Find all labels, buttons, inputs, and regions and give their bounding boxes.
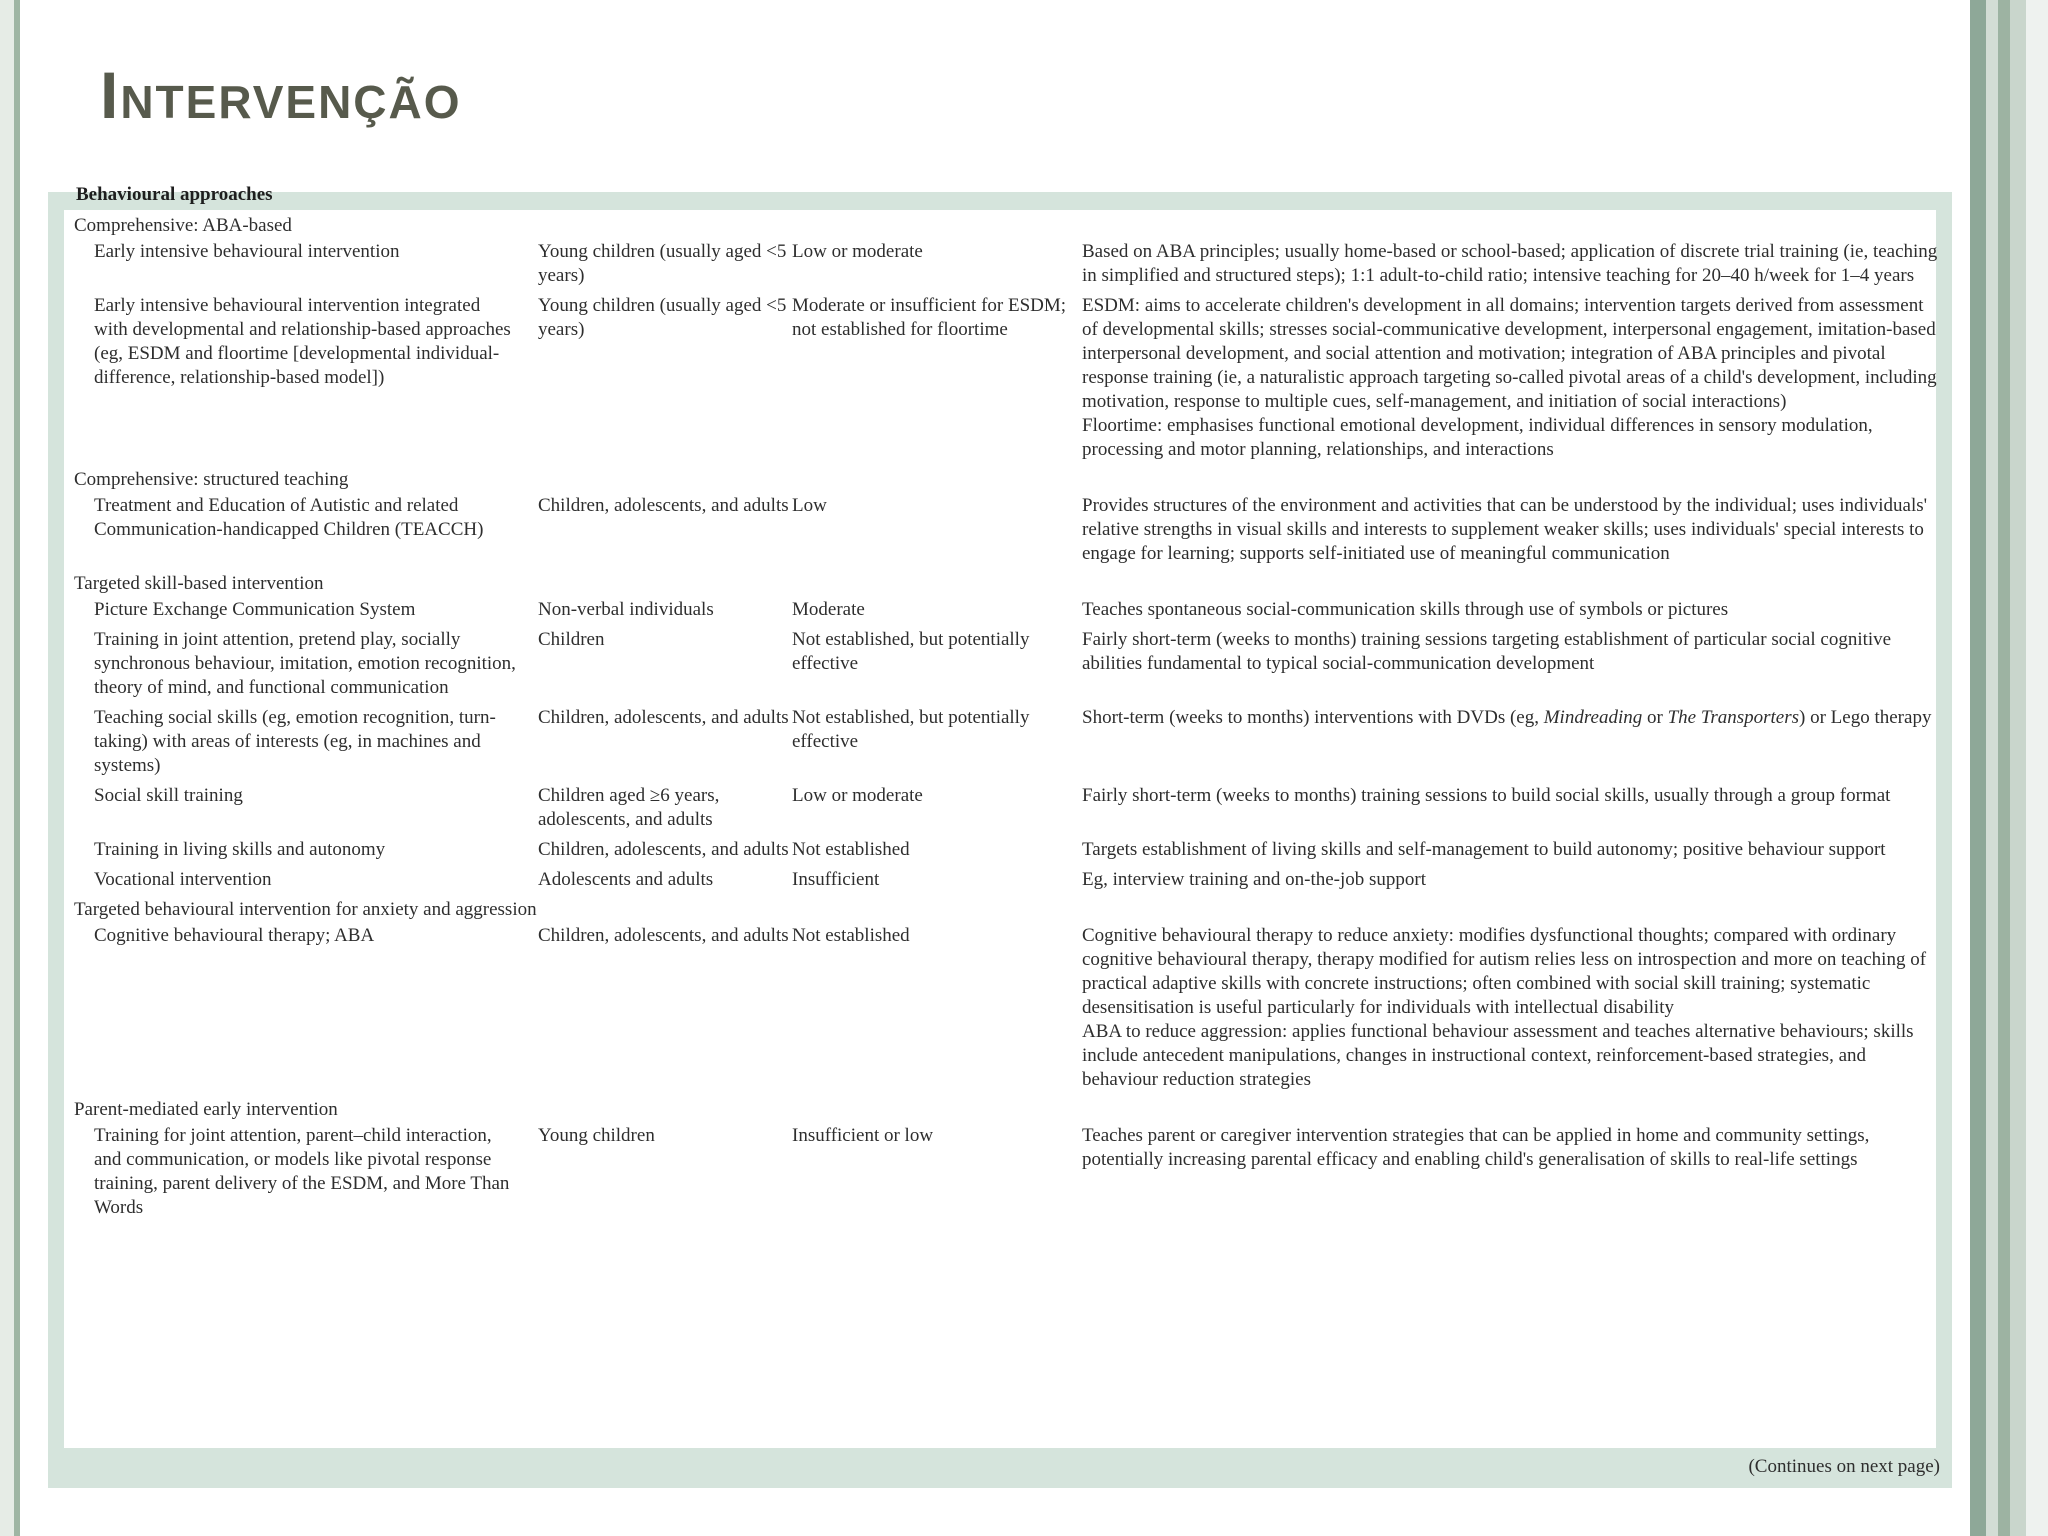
population-cell: Young children (usually aged <5 years) <box>538 295 787 340</box>
intervention-name: Vocational intervention <box>94 869 272 890</box>
population-cell: Children, adolescents, and adults <box>538 707 789 728</box>
table-row <box>64 240 1944 294</box>
table-row <box>64 294 1944 468</box>
interventions-table <box>64 214 1944 1226</box>
table-title: Behavioural approaches <box>76 184 273 205</box>
population-cell: Young children (usually aged <5 years) <box>538 241 787 286</box>
population-cell: Adolescents and adults <box>538 869 714 890</box>
intervention-name: Training in joint attention, pretend play, socially synchronous behaviour, imitation, emotion recognition, theory of mind, and functional communication <box>94 629 516 698</box>
population-cell: Children, adolescents, and adults <box>538 925 789 946</box>
description-paragraph: Cognitive behavioural therapy to reduce anxiety: modifies dysfunctional thoughts; compared with ordinary cognitive behavioural therapy, therapy modified for autism relies less on introspection and more on teaching of practical adaptive skills with concrete instructions; often combined with social skill training; systematic desensitisation is useful particularly for individuals with intellectual disability <box>1082 925 1927 1018</box>
evidence-cell: Low or moderate <box>792 241 923 262</box>
evidence-cell: Not established, but potentially effective <box>792 629 1030 674</box>
description-text: Short-term (weeks to months) interventions with DVDs (eg, <box>1082 707 1544 728</box>
evidence-cell: Insufficient or low <box>792 1125 934 1146</box>
population-cell: Children, adolescents, and adults <box>538 839 789 860</box>
population-cell: Children aged ≥6 years, adolescents, and adults <box>538 785 720 830</box>
intervention-name: Treatment and Education of Autistic and related Communication-handicapped Children (TEACCH) <box>94 495 484 540</box>
description-cell <box>1082 706 1944 784</box>
intervention-name: Teaching social skills (eg, emotion recognition, turn-taking) with areas of interests (eg, in machines and systems) <box>94 707 496 776</box>
description-cell: Fairly short-term (weeks to months) training sessions targeting establishment of particular social cognitive abilities fundamental to typical social-communication development <box>1082 629 1892 674</box>
table-row <box>64 628 1944 706</box>
intervention-name: Social skill training <box>94 785 243 806</box>
section-spacer <box>538 898 1944 924</box>
description-paragraph: Floortime: emphasises functional emotional development, individual differences in sensory modulation, processing and motor planning, relationships, and interactions <box>1082 415 1873 460</box>
table-row <box>64 598 1944 628</box>
section-heading: Parent-mediated early intervention <box>74 1099 338 1120</box>
table-row <box>64 494 1944 572</box>
intervention-name: Early intensive behavioural intervention <box>94 241 400 262</box>
description-cell <box>1082 924 1944 1098</box>
table-row <box>64 784 1944 838</box>
table-row <box>64 1124 1944 1226</box>
continues-note: (Continues on next page) <box>1748 1456 1940 1477</box>
evidence-cell: Insufficient <box>792 869 880 890</box>
section-heading: Targeted behavioural intervention for anxiety and aggression <box>74 899 537 920</box>
section-row <box>64 1098 1944 1124</box>
table-row <box>64 868 1944 898</box>
description-title-transporters: The Transporters <box>1667 707 1800 728</box>
intervention-name: Early intensive behavioural intervention integrated with developmental and relationship-based approaches (eg, ESDM and floortime [developmental individual-difference, relationship-based model]) <box>94 295 511 388</box>
section-row <box>64 898 1944 924</box>
slide-title: Intervenção <box>100 58 462 132</box>
table-row <box>64 706 1944 784</box>
intervention-name: Training in living skills and autonomy <box>94 839 386 860</box>
section-row <box>64 572 1944 598</box>
description-cell: Provides structures of the environment and activities that can be understood by the individual; uses individuals' relative strengths in visual skills and interests to supplement weaker skills; uses individuals' special interests to engage for learning; supports self-initiated use of meaningful communication <box>1082 495 1928 564</box>
description-title-mindreading: Mindreading <box>1543 707 1643 728</box>
section-row <box>64 468 1944 494</box>
slide-frame-left-line <box>14 0 20 1536</box>
population-cell: Children <box>538 629 605 650</box>
description-cell: Based on ABA principles; usually home-based or school-based; application of discrete trial training (ie, teaching in simplified and structured steps); 1:1 adult-to-child ratio; intensive teaching for 20–40 h/week for 1–4 years <box>1082 241 1938 286</box>
population-cell: Non-verbal individuals <box>538 599 714 620</box>
table-row <box>64 924 1944 1098</box>
evidence-cell: Not established, but potentially effective <box>792 707 1030 752</box>
population-cell: Children, adolescents, and adults <box>538 495 789 516</box>
section-heading: Comprehensive: ABA-based <box>74 215 292 236</box>
evidence-cell: Low or moderate <box>792 785 923 806</box>
description-paragraph: ABA to reduce aggression: applies functional behaviour assessment and teaches alternative behaviours; skills include antecedent manipulations, changes in instructional context, reinforcement-based strategies, and behaviour reduction strategies <box>1082 1021 1914 1090</box>
section-row <box>64 214 1944 240</box>
description-cell: Teaches parent or caregiver intervention strategies that can be applied in home and community settings, potentially increasing parental efficacy and enabling child's generalisation of skills to real-life settings <box>1082 1125 1870 1170</box>
evidence-cell: Not established <box>792 925 910 946</box>
slide-frame-right <box>1964 0 2048 1536</box>
description-cell: Teaches spontaneous social-communication skills through use of symbols or pictures <box>1082 599 1729 620</box>
description-cell: Fairly short-term (weeks to months) training sessions to build social skills, usually through a group format <box>1082 785 1891 806</box>
evidence-cell: Moderate <box>792 599 865 620</box>
evidence-cell: Moderate or insufficient for ESDM; not established for floortime <box>792 295 1067 340</box>
intervention-name: Cognitive behavioural therapy; ABA <box>94 925 375 946</box>
description-text: or <box>1642 707 1668 728</box>
description-text: ) or Lego therapy <box>1799 707 1932 728</box>
intervention-name: Training for joint attention, parent–child interaction, and communication, or models like pivotal response training, parent delivery of the ESDM, and More Than Words <box>94 1125 510 1218</box>
section-heading: Comprehensive: structured teaching <box>74 469 349 490</box>
description-paragraph: ESDM: aims to accelerate children's development in all domains; intervention targets derived from assessment of developmental skills; stresses social-communicative development, interpersonal engagement, imitation-based interpersonal development, and social attention and motivation; integration of ABA principles and pivotal response training (ie, a naturalistic approach targeting so-called pivotal areas of a child's development, including motivation, response to multiple cues, self-management, and initiation of social interactions) <box>1082 295 1937 412</box>
intervention-name: Picture Exchange Communication System <box>94 599 416 620</box>
table-row <box>64 838 1944 868</box>
description-cell <box>1082 294 1944 468</box>
description-cell: Eg, interview training and on-the-job support <box>1082 869 1427 890</box>
evidence-cell: Not established <box>792 839 910 860</box>
evidence-cell: Low <box>792 495 827 516</box>
description-cell: Targets establishment of living skills and self-management to build autonomy; positive behaviour support <box>1082 839 1886 860</box>
population-cell: Young children <box>538 1125 655 1146</box>
section-heading: Targeted skill-based intervention <box>74 573 324 594</box>
